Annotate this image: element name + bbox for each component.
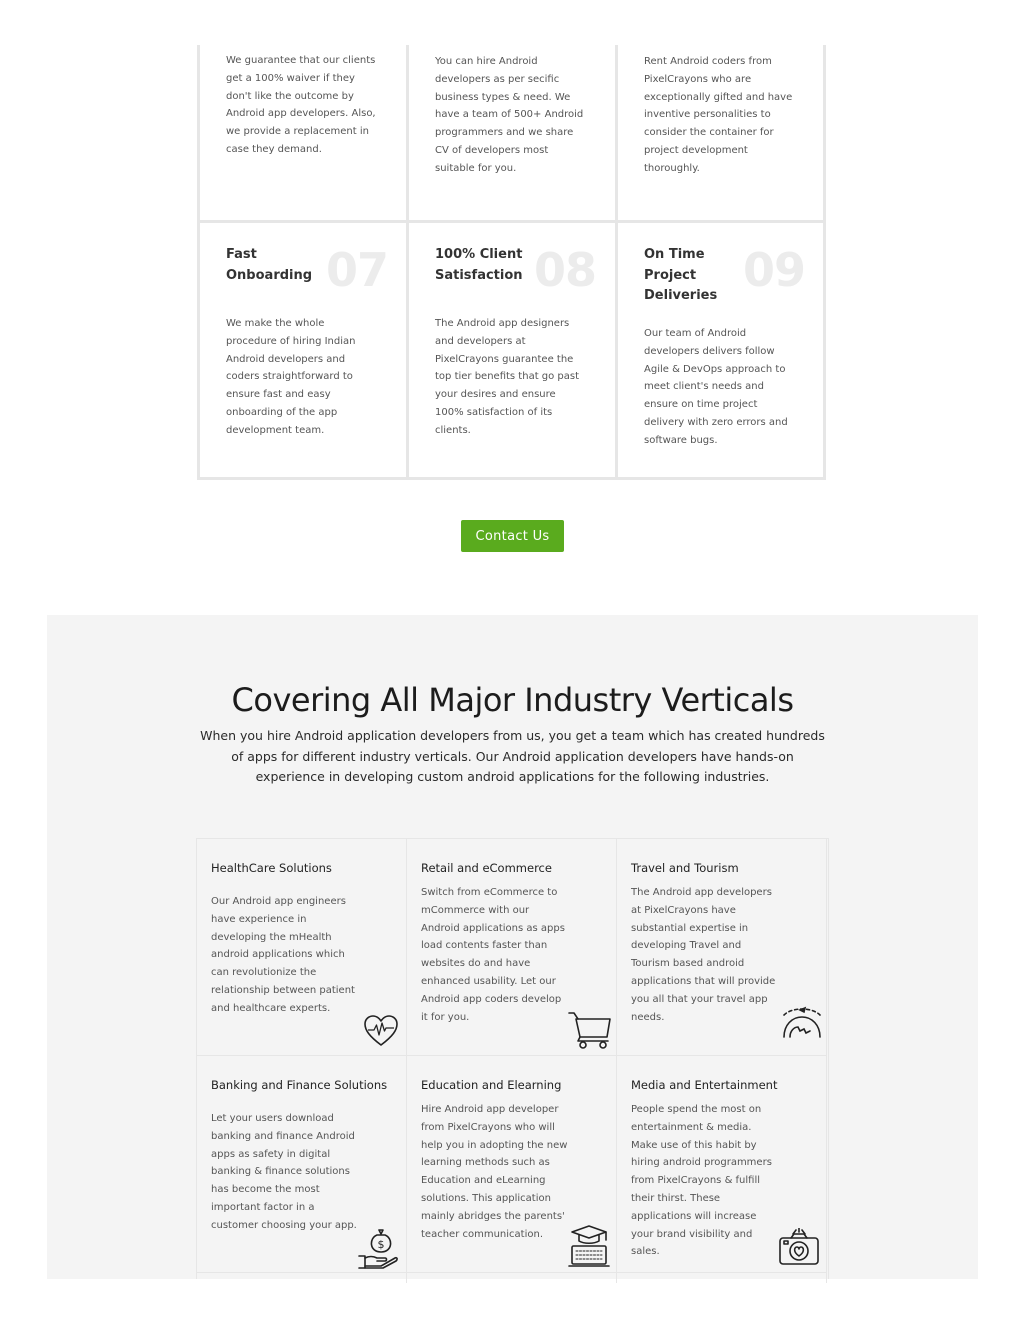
section-heading: Covering All Major Industry Verticals bbox=[231, 681, 794, 719]
feature-card-fast-onboarding bbox=[200, 223, 406, 477]
industry-title: Retail and eCommerce bbox=[421, 861, 552, 875]
industry-card-partial bbox=[617, 1273, 827, 1283]
feature-card bbox=[409, 45, 615, 220]
industry-card-retail[interactable] bbox=[407, 839, 617, 1056]
feature-description: We make the whole procedure of hiring Indian Android developers and coders straightforward to ensure fast and easy onboarding of the app development team. bbox=[226, 318, 356, 436]
contact-us-button[interactable]: Contact Us bbox=[461, 520, 564, 552]
industry-description: Our Android app engineers have experience in developing the mHealth android applications which can revolutionize the relationship between patient and healthcare experts. bbox=[211, 896, 355, 1014]
feature-number: 08 bbox=[534, 243, 597, 297]
industry-description: Hire Android app developer from PixelCrayons who will help you in adopting the new learning methods such as Education and eLearning solutions. This application mainly abridges the parents' teacher communication. bbox=[421, 1104, 568, 1240]
industry-grid bbox=[196, 838, 829, 1279]
feature-description: The Android app designers and developers at PixelCrayons guarantee the top tier benefits that go past your desires and ensure 100% satisfaction of its clients. bbox=[435, 318, 580, 436]
feature-description: We guarantee that our clients get a 100% waiver if they don't like the outcome by Android app developers. Also, we provide a replacement in case they demand. bbox=[226, 55, 376, 155]
industry-card-media[interactable] bbox=[617, 1056, 827, 1273]
svg-text:$: $ bbox=[377, 1238, 385, 1251]
industry-card-partial bbox=[407, 1273, 617, 1283]
feature-title: 100% Client Satisfaction bbox=[435, 247, 523, 283]
industry-verticals-section bbox=[47, 615, 978, 1279]
industry-card-travel[interactable] bbox=[617, 839, 827, 1056]
feature-description: You can hire Android developers as per secific business types & need. We have a team of 500+ Android programmers and we share CV of developers most suitable for you. bbox=[435, 56, 584, 174]
feature-number: 09 bbox=[743, 243, 806, 297]
feature-card bbox=[200, 45, 406, 220]
section-intro: When you hire Android application developers from us, you get a team which has created hundreds of apps for different industry verticals. Our Android application developers have hands-on experience in developing custom android applications for the following industries. bbox=[200, 728, 825, 784]
industry-card-education[interactable] bbox=[407, 1056, 617, 1273]
industry-card-healthcare[interactable] bbox=[197, 839, 407, 1056]
industry-title: Banking and Finance Solutions bbox=[211, 1078, 388, 1092]
feature-card-on-time-delivery bbox=[618, 223, 823, 477]
camera-icon bbox=[778, 1228, 820, 1266]
feature-card bbox=[618, 45, 823, 220]
industry-description: People spend the most on entertainment & media. Make use of this habit by hiring android programmers from PixelCrayons & fulfill their thirst. These applications will increase your brand visibility and sales. bbox=[631, 1104, 772, 1258]
shopping-cart-icon bbox=[568, 1011, 612, 1049]
industry-card-banking[interactable] bbox=[197, 1056, 407, 1273]
feature-description: Our team of Android developers delivers follow Agile & DevOps approach to meet client's needs and ensure on time project delivery with zero errors and software bugs. bbox=[644, 328, 788, 446]
industry-title: HealthCare Solutions bbox=[211, 861, 332, 875]
industry-description: The Android app developers at PixelCrayons have substantial expertise in developing Travel and Tourism based android applications that will provide you all that your travel app needs. bbox=[631, 887, 776, 1023]
feature-number: 07 bbox=[326, 243, 389, 297]
industry-description: Switch from eCommerce to mCommerce with our Android applications as apps load contents faster than websites do and have enhanced usability. Let our Android app coders develop it for you. bbox=[421, 887, 565, 1023]
features-grid bbox=[197, 45, 826, 480]
travel-globe-icon bbox=[780, 1005, 824, 1039]
industry-title: Education and Elearning bbox=[421, 1078, 562, 1092]
feature-title: On Time Project Deliveries bbox=[644, 247, 718, 303]
money-hand-icon bbox=[357, 1226, 399, 1270]
industry-description: Let your users download banking and finance Android apps as safety in digital banking & finance solutions has become the most important factor in a customer choosing your app. bbox=[211, 1113, 357, 1231]
graduation-laptop-icon bbox=[568, 1224, 610, 1268]
feature-card-client-satisfaction bbox=[409, 223, 615, 477]
industry-title: Media and Entertainment bbox=[631, 1078, 778, 1092]
feature-title: Fast Onboarding bbox=[226, 247, 313, 283]
feature-description: Rent Android coders from PixelCrayons who are exceptionally gifted and have inventive personalities to consider the container for project development thoroughly. bbox=[644, 56, 793, 174]
industry-card-partial bbox=[197, 1273, 407, 1283]
industry-title: Travel and Tourism bbox=[631, 861, 739, 875]
heart-pulse-icon bbox=[363, 1014, 399, 1048]
